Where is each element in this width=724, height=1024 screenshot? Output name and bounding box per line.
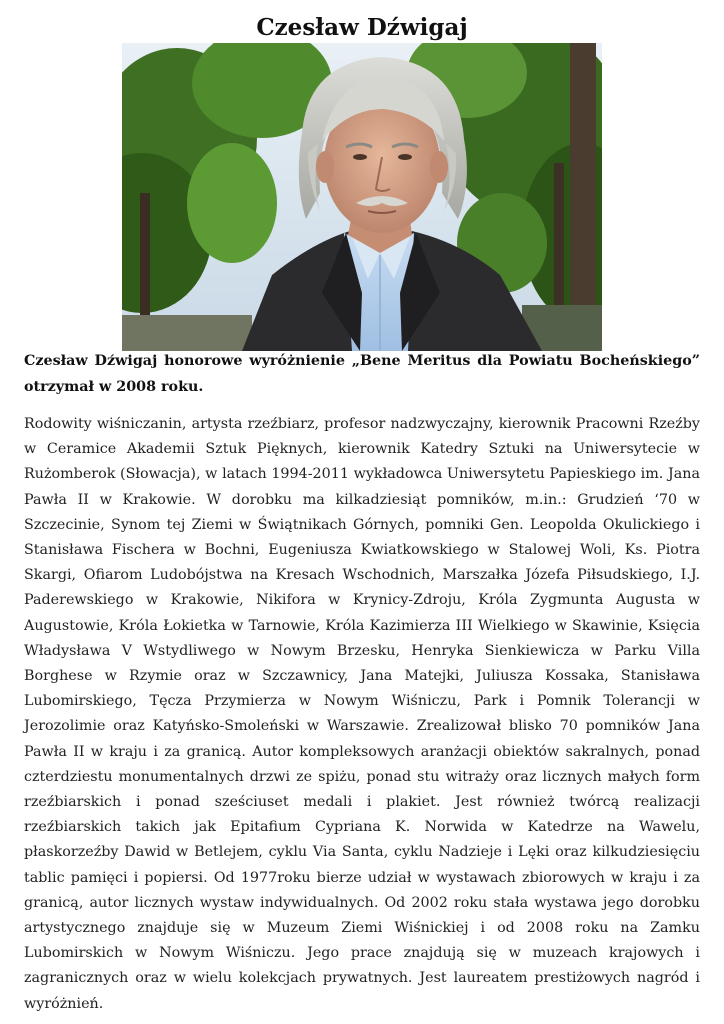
portrait-illustration bbox=[122, 43, 602, 351]
portrait-photo bbox=[122, 43, 602, 351]
page-title: Czesław Dźwigaj bbox=[256, 14, 468, 41]
lead-paragraph: Czesław Dźwigaj honorowe wyróżnienie „Bene Meritus dla Powiatu Bocheńskiego” otrzymał w 2008 roku. bbox=[24, 353, 700, 395]
biography-paragraph: Rodowity wiśniczanin, artysta rzeźbiarz, profesor nadzwyczajny, kierownik Pracowni Rzeźby w Ceramice Akademii Sztuk Pięknych, kierownik Katedry Sztuki na Uniwersytecie w Rużomberok (Słowacja), w latach 1994-2011 wykładowca Uniwersytetu Papieskiego im. Jana Pawła II w Krakowie. W dorobku ma kilkadziesiąt pomników, m.in.: Grudzień ‘70 w Szczecinie, Synom tej Ziemi w Świątnikach Górnych, pomniki Gen. Leopolda Okulickiego i Stanisława Fischera w Bochni, Eugeniusza Kwiatkowskiego w Stalowej Woli, Ks. Piotra Skargi, Ofiarom Ludobójstwa na Kresach Wschodnich, Marszałka Józefa Piłsudskiego, I.J. Paderewskiego w Krakowie, Nikifora w Krynicy-Zdroju, Króla Zygmunta Augusta w Augustowie, Króla Łokietka w Tarnowie, Króla Kazimierza III Wielkiego w Skawinie, Księcia Władysława V Wstydliwego w Nowym Brzesku, Henryka Sienkiewicza w Parku Villa Borghese w Rzymie oraz w Szczawnicy, Jana Matejki, Juliusza Kossaka, Stanisława Lubomirskiego, Tęcza Przymierza w Nowym Wiśniczu, Park i Pomnik Tolerancji w Jerozolimie oraz Katyńsko-Smoleński w Warszawie. Zrealizował blisko 70 pomników Jana Pawła II w kraju i za granicą. Autor kompleksowych aranżacji obiektów sakralnych, ponad czterdziestu monumentalnych drzwi ze spiżu, ponad stu witraży oraz licznych małych form rzeźbiarskich i ponad sześciuset medali i plakiet. Jest również twórcą realizacji rzeźbiarskich takich jak Epitafium Cypriana K. Norwida w Katedrze na Wawelu, płaskorzeźby Dawid w Betlejem, cyklu Via Santa, cyklu Nadzieje i Lęki oraz kilkudziesięciu tablic pamięci i popiersi. Od 1977roku bierze udział w wystawach zbiorowych w kraju i za granicą, autor licznych wystaw indywidualnych. Od 2002 roku stała wystawa jego dorobku artystycznego znajduje się w Muzeum Ziemi Wiśnickiej i od 2008 roku na Zamku Lubomirskich w Nowym Wiśniczu. Jego prace znajdują się w muzeach krajowych i zagranicznych oraz w wielu kolekcjach prywatnych. Jest laureatem prestiżowych nagród i wyróżnień. bbox=[24, 416, 700, 1012]
